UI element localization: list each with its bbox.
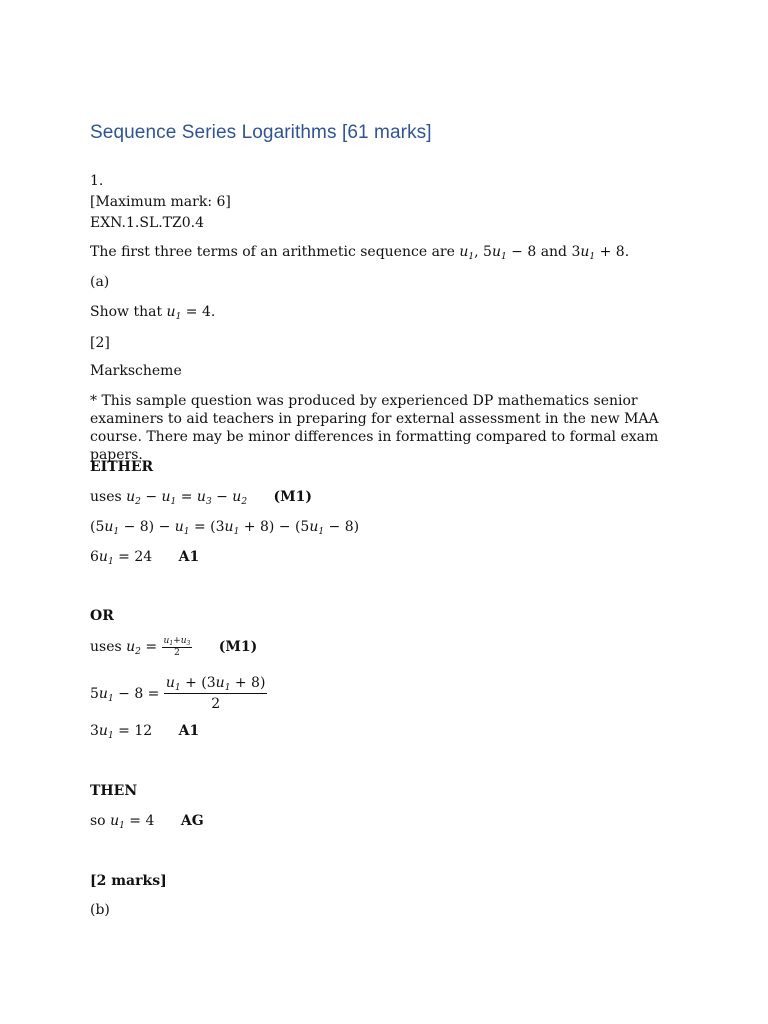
page-title: Sequence Series Logarithms [61 marks] [90,122,432,143]
either-step-1 [90,488,312,506]
or-step-3 [90,722,199,740]
markscheme-label: Markscheme [90,363,182,379]
then-label: THEN [90,783,138,799]
part-a-statement [90,303,215,321]
so-text: so [90,813,106,829]
intro-text: The first three terms of an arithmetic sequence are [90,244,455,260]
part-a-total-marks: [2 marks] [90,873,167,889]
conclusion [90,812,204,830]
part-b-label: (b) [90,902,110,918]
small-fraction: $\frac{u_1+u_3}{2}$ [163,635,191,658]
question-intro [90,243,629,261]
uses-text: uses [90,489,122,505]
question-number: 1. [90,173,104,189]
or-step-2-math: $5u_1 - 8$ = $\frac{u_1 + (3u_1 + 8)}{2}$ [90,675,266,712]
m1-mark: (M1) [218,639,258,655]
part-a-math: $u_1 = 4$. [166,304,216,322]
uses-text: uses [90,639,122,655]
intro-math: $u_1$, $5u_1 - 8$ and $3u_1 + 8$. [459,244,630,262]
ag-mark: AG [180,813,204,829]
conclusion-math: $u_1 = 4$ [110,813,155,831]
max-mark: [Maximum mark: 6] [90,194,231,210]
a1-mark: A1 [178,549,200,565]
either-step-2-math: $(5u_1 - 8) - u_1 = (3u_1 + 8) - (5u_1 - 8)$ [90,519,360,537]
either-step-2 [90,518,359,536]
big-fraction: $\frac{u_1 + (3u_1 + 8)}{2}$ [165,675,266,712]
a1-mark: A1 [178,723,200,739]
either-label: EITHER [90,459,154,475]
either-step-3-math: $6u_1 = 24$ [90,549,153,567]
sample-note: * This sample question was produced by experienced DP mathematics senior examiners to aid teachers in preparing for external assessment in the new MAA course. There may be minor differences in formatting compared to formal exam papers. [90,393,659,463]
or-step-3-math: $3u_1 = 12$ [90,723,153,741]
or-step-1-math: $u_2$ = $\frac{u_1+u_3}{2}$ [126,635,191,658]
part-a-text: Show that [90,304,163,320]
or-step-2 [90,673,267,714]
m1-mark: (M1) [273,489,313,505]
either-step-3 [90,548,199,566]
part-a-label: (a) [90,274,110,290]
or-label: OR [90,608,114,624]
either-step-1-math: $u_2 - u_1 = u_3 - u_2$ [126,489,248,507]
or-step-1 [90,634,257,660]
question-code: EXN.1.SL.TZ0.4 [90,215,205,231]
part-a-marks: [2] [90,335,110,351]
